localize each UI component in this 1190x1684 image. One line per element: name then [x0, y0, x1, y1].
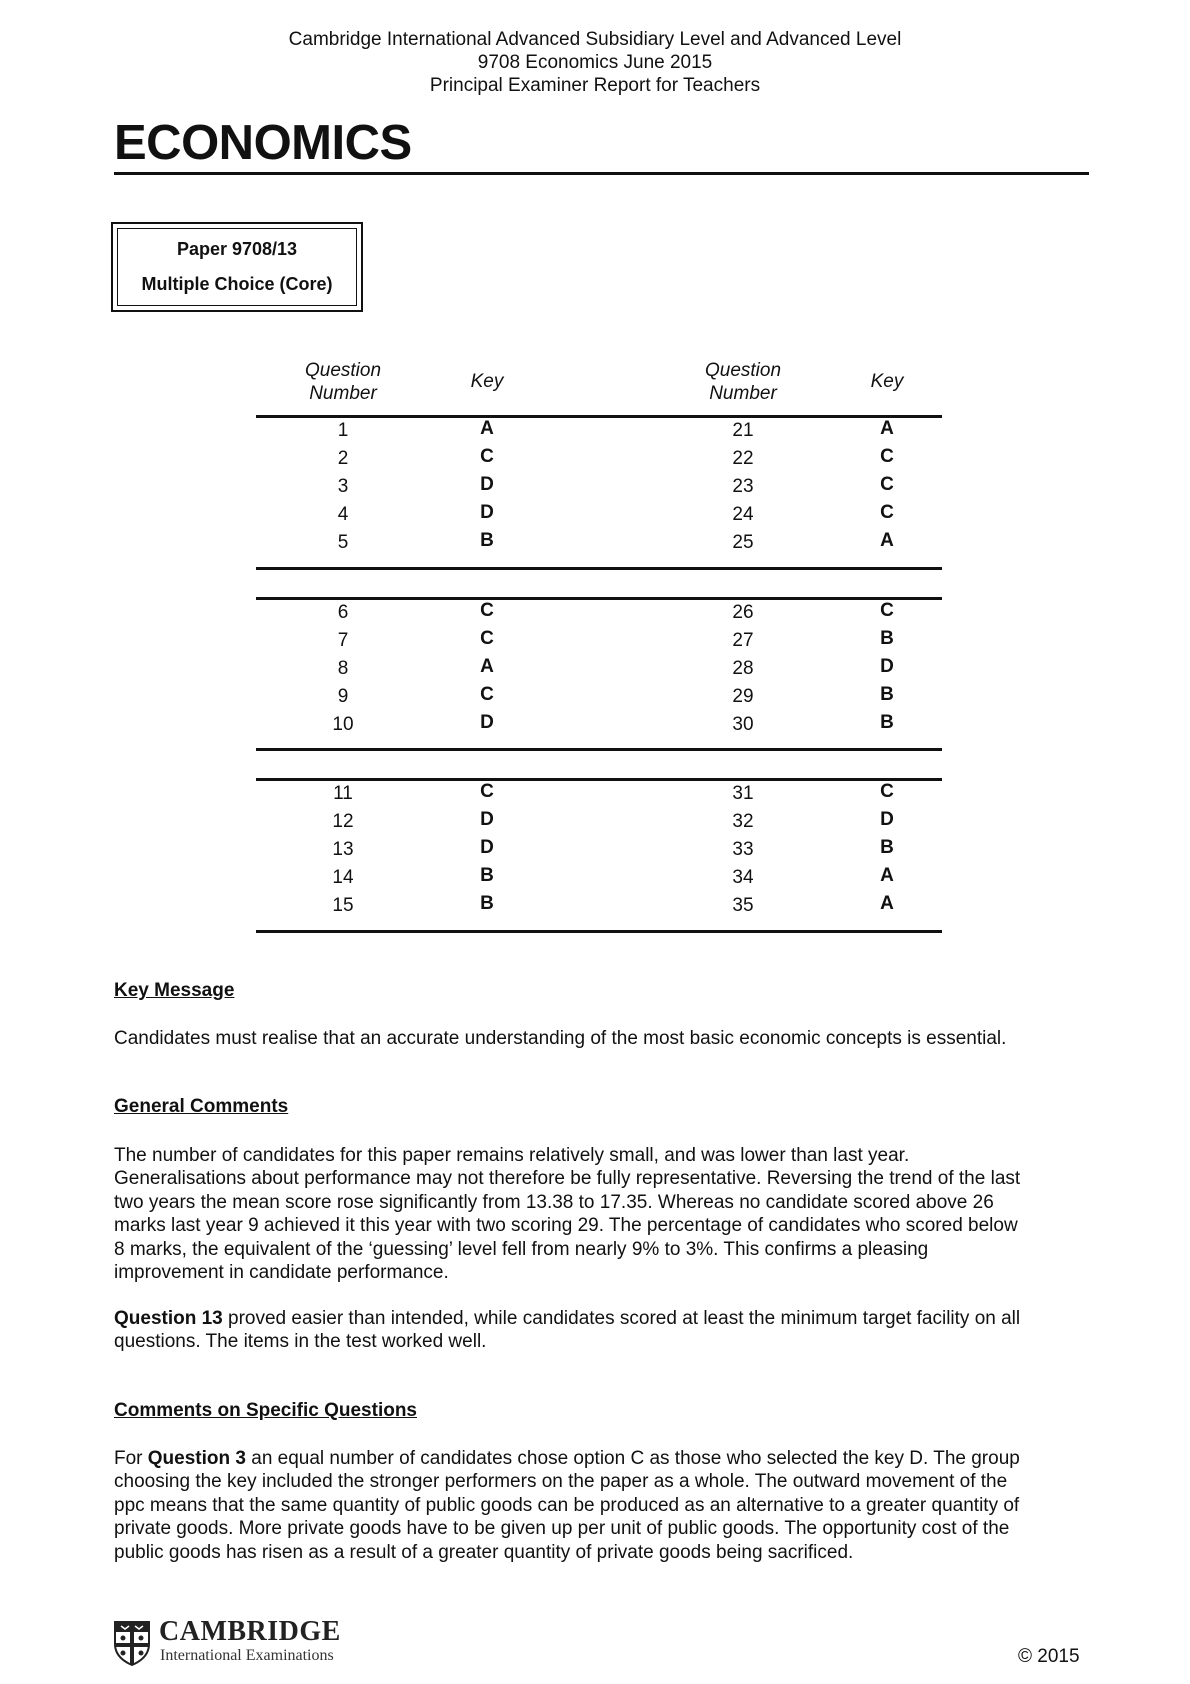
key-cell: C [480, 446, 494, 467]
question-number-cell: 14 [332, 867, 354, 888]
text-span: proved easier than intended, while candidates scored at least the minimum target facility on all [222, 1308, 1021, 1329]
report-header [0, 28, 1190, 97]
question-number-cell: 5 [337, 532, 349, 553]
question-number-cell: 7 [337, 630, 349, 651]
header-question-number-right [683, 359, 803, 405]
text-line [114, 1447, 1099, 1470]
key-cell: C [880, 600, 894, 621]
key-cell: B [480, 893, 494, 914]
question-number-cell: 4 [337, 504, 349, 525]
question-number-cell: 27 [732, 630, 754, 651]
header-syllabus: 9708 Economics June 2015 [477, 52, 713, 73]
question-number-cell: 9 [337, 686, 349, 707]
key-cell: D [880, 809, 894, 830]
question-number-cell: 22 [732, 448, 754, 469]
general-comments-heading: General Comments [114, 1096, 289, 1117]
subject-title: ECONOMICS [114, 116, 412, 170]
key-cell: C [480, 628, 494, 649]
key-cell: A [880, 865, 894, 886]
key-cell: D [480, 837, 494, 858]
text-line: marks last year 9 achieved it this year with two scoring 29. The percentage of candidates who scored below [114, 1215, 1018, 1237]
header-key-left: Key [470, 371, 504, 392]
general-comments-paragraph-2 [114, 1307, 1099, 1354]
key-cell: C [880, 502, 894, 523]
header-text: Number [309, 383, 377, 404]
question-ref: Question 3 [147, 1448, 246, 1469]
key-message-heading: Key Message [114, 980, 235, 1001]
text-line: improvement in candidate performance. [114, 1262, 449, 1284]
header-text: Number [709, 383, 777, 404]
text-line: questions. The items in the test worked well. [114, 1331, 487, 1353]
text-line: two years the mean score rose significantly from 13.38 to 17.35. Whereas no candidate scored above 26 [114, 1191, 994, 1213]
question-number-cell: 33 [732, 839, 754, 860]
question-number-cell: 21 [732, 420, 754, 441]
table-rule [256, 778, 942, 781]
paper-code: Paper 9708/13 [176, 239, 298, 259]
question-number-cell: 32 [732, 811, 754, 832]
paper-box-inner [117, 228, 357, 306]
question-number-cell: 1 [337, 420, 349, 441]
logo-wordmark: CAMBRIDGE [159, 1616, 341, 1647]
logo-subtitle: International Examinations [160, 1647, 334, 1664]
specific-comments-paragraph [114, 1447, 1099, 1564]
cambridge-shield-icon [113, 1620, 151, 1666]
question-number-cell: 23 [732, 476, 754, 497]
text-line: Generalisations about performance may not therefore be fully representative. Reversing the trend of the last [114, 1168, 1021, 1190]
question-number-cell: 6 [337, 602, 349, 623]
question-number-cell: 34 [732, 867, 754, 888]
key-cell: B [880, 837, 894, 858]
key-cell: C [480, 600, 494, 621]
paper-name: Multiple Choice (Core) [141, 274, 333, 294]
text-line: 8 marks, the equivalent of the ‘guessing’ level fell from nearly 9% to 3%. This confirms a pleasing [114, 1238, 929, 1260]
header-text: Question [304, 360, 382, 381]
copyright-notice: © 2015 [1018, 1646, 1080, 1667]
text-span: an equal number of candidates chose option C as those who selected the key D. The group [245, 1448, 1020, 1469]
question-number-cell: 28 [732, 658, 754, 679]
table-rule [256, 930, 942, 933]
key-cell: C [480, 781, 494, 802]
specific-comments-heading: Comments on Specific Questions [114, 1400, 417, 1421]
question-number-cell: 24 [732, 504, 754, 525]
text-line: ppc means that the same quantity of public goods can be produced as an alternative to a greater quantity of [114, 1494, 1020, 1516]
question-number-cell: 26 [732, 602, 754, 623]
question-ref: Question 13 [114, 1308, 223, 1329]
question-number-cell: 8 [337, 658, 349, 679]
question-number-cell: 29 [732, 686, 754, 707]
text-span: For [114, 1448, 148, 1469]
key-cell: C [480, 684, 494, 705]
question-number-cell: 13 [332, 839, 354, 860]
key-cell: B [480, 865, 494, 886]
header-key-right: Key [870, 371, 904, 392]
key-cell: D [480, 502, 494, 523]
question-number-cell: 30 [732, 714, 754, 735]
key-cell: C [880, 781, 894, 802]
question-number-cell: 25 [732, 532, 754, 553]
general-comments-paragraph-1 [114, 1144, 1099, 1284]
key-cell: D [480, 474, 494, 495]
question-number-cell: 12 [332, 811, 354, 832]
header-qualification: Cambridge International Advanced Subsidiary Level and Advanced Level [288, 29, 902, 50]
key-cell: B [480, 530, 494, 551]
key-cell: B [880, 684, 894, 705]
key-cell: B [880, 712, 894, 733]
key-cell: B [880, 628, 894, 649]
question-number-cell: 15 [332, 895, 354, 916]
question-number-cell: 11 [333, 783, 353, 804]
key-cell: C [880, 446, 894, 467]
question-number-cell: 35 [732, 895, 754, 916]
table-rule [256, 748, 942, 751]
table-rule [256, 597, 942, 600]
key-cell: D [880, 656, 894, 677]
question-number-cell: 3 [337, 476, 349, 497]
title-underline [114, 172, 1089, 175]
header-text: Question [704, 360, 782, 381]
header-report-type: Principal Examiner Report for Teachers [429, 75, 761, 96]
key-cell: D [480, 809, 494, 830]
question-number-cell: 2 [337, 448, 349, 469]
text-line: public goods has risen as a result of a greater quantity of private goods being sacrificed. [114, 1541, 854, 1563]
key-message-text: Candidates must realise that an accurate understanding of the most basic economic concepts is essential. [114, 1028, 1007, 1049]
header-question-number-left [283, 359, 403, 405]
question-number-cell: 31 [732, 783, 754, 804]
table-rule [256, 567, 942, 570]
table-rule [256, 415, 942, 418]
key-cell: D [480, 712, 494, 733]
key-cell: A [480, 418, 494, 439]
text-line [114, 1307, 1099, 1330]
question-number-cell: 10 [332, 714, 354, 735]
key-cell: A [880, 893, 894, 914]
cambridge-logo [113, 1616, 373, 1670]
text-line: choosing the key included the stronger performers on the paper as a whole. The outward movement of the [114, 1471, 1008, 1493]
text-line: private goods. More private goods have to be given up per unit of public goods. The opportunity cost of the [114, 1518, 1010, 1540]
key-cell: C [880, 474, 894, 495]
key-cell: A [880, 418, 894, 439]
text-line: The number of candidates for this paper remains relatively small, and was lower than last year. [114, 1145, 910, 1166]
paper-box [111, 222, 363, 312]
key-cell: A [880, 530, 894, 551]
key-cell: A [480, 656, 494, 677]
